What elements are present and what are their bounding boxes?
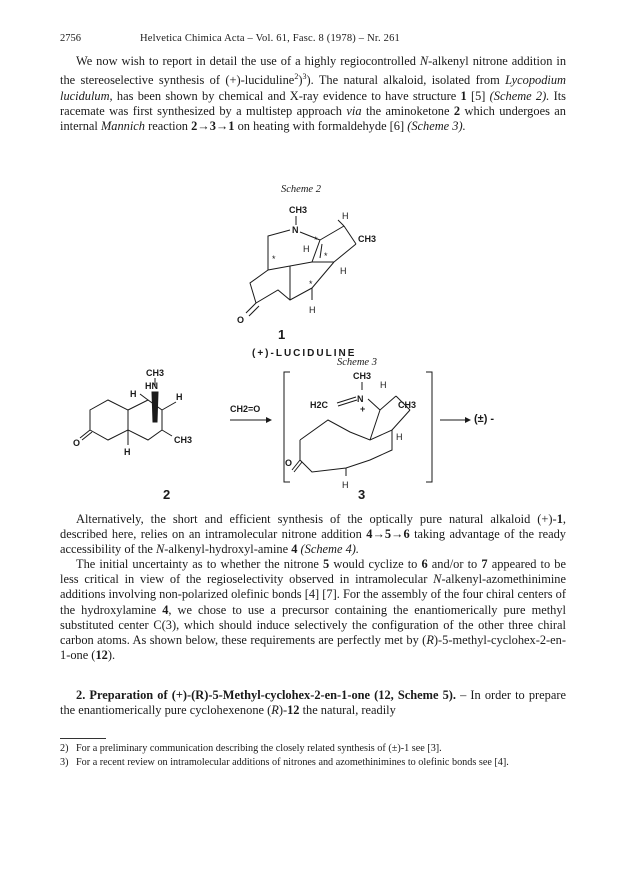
atom-h: H (303, 244, 310, 254)
stereo-star: * (272, 254, 276, 264)
compound-ref: 5 (323, 557, 330, 571)
atom-ch3: CH3 (289, 205, 308, 215)
text-run: which undergoes an internal (60, 103, 566, 133)
text-run: via (346, 103, 362, 118)
paragraph-alternative (60, 512, 566, 558)
text-run: N (156, 542, 165, 557)
text-run: ). (107, 648, 116, 663)
atom-n: N (357, 394, 364, 404)
text-run: The initial uncertainty as to whether the nitrone (76, 557, 324, 571)
footnote (60, 756, 566, 769)
atom-o: O (237, 315, 245, 325)
compound-ref: 7 (481, 557, 488, 571)
compound-ref: 4 (291, 542, 298, 557)
text-run: ) (298, 73, 303, 88)
atom-h: H (342, 211, 349, 221)
reagent-label: CH2=O (230, 404, 261, 414)
page-number: 2756 (60, 33, 81, 44)
text-run: N (419, 54, 429, 68)
text-run: taking advantage of the ready accessibility of the (60, 527, 566, 557)
text-run: Lycopodium lucidulum, (60, 73, 566, 103)
text-run: )- (278, 703, 288, 718)
atom-o: O (73, 438, 81, 448)
stereo-star: * (314, 235, 318, 245)
scheme3-title: Scheme 3 (337, 357, 377, 368)
text-run: N (433, 572, 442, 587)
atom-ch3: CH3 (174, 435, 193, 445)
text-run: )-5-methyl-cyclohex-2-en-1-one ( (60, 633, 566, 663)
footnote-mark: 2) (60, 743, 69, 754)
atom-h: H (396, 432, 403, 442)
footnote-mark: 3) (60, 757, 69, 768)
text-run: would cyclize to (329, 557, 422, 571)
atom-n: N (292, 225, 299, 235)
text-run: , we chose to use a precursor containing the enantiomerically pure methyl substituted center C(3), which should induce selectively the configuration of the other three chiral carbon atoms. As shown below, these requirements are perfectly met by ( (60, 602, 566, 648)
atom-hn: HN (145, 381, 158, 391)
compound-number-1: 1 (278, 327, 286, 342)
compound-ref: 12 (95, 648, 108, 663)
atom-h: H (309, 305, 316, 315)
text-run: on heating with formaldehyde [6] (234, 118, 408, 133)
atom-o: O (285, 458, 293, 468)
atom-ch3: CH3 (358, 234, 377, 244)
compound-ref: 2→3→1 (191, 118, 235, 133)
compound-ref: 1 (460, 88, 467, 103)
text-run: (Scheme 4). (297, 542, 360, 557)
text-run: and/or to (427, 557, 482, 571)
compound-number-2: 2 (163, 487, 171, 502)
text-run: We now wish to report in detail the use of a highly regiocontrolled (76, 54, 420, 68)
compound-number-3: 3 (358, 487, 366, 502)
atom-h: H (124, 447, 131, 457)
text-run: the aminoketone (361, 103, 454, 118)
atom-ch3: CH3 (353, 371, 372, 381)
footnote-ref: 2 (294, 72, 299, 82)
atom-ch3: CH3 (398, 400, 417, 410)
charge-plus: + (360, 404, 366, 414)
compound-ref: 4→5→6 (366, 527, 410, 542)
compound-ref: 1 (556, 512, 563, 526)
racemate-label: (±) - (474, 413, 495, 425)
text-run: -alkenyl-azomethinimine additions involving non-polarized olefinic bonds [4] [7]. For the assembly of the four chiral centers of the hydroxylamine (60, 572, 566, 617)
text-run: R (271, 703, 279, 718)
text-run: [5] (466, 88, 490, 103)
paragraph-uncertainty (60, 557, 566, 663)
compound-ref: 12 (287, 703, 300, 718)
text-run: ). The natural alkaloid, isolated from (306, 73, 506, 88)
atom-h: H (340, 266, 347, 276)
atom-h: H (176, 392, 183, 402)
footnote-divider (60, 738, 106, 739)
paragraph-section-2 (60, 688, 566, 718)
text-run: the natural, readily (299, 703, 396, 718)
stereo-star: * (309, 279, 313, 289)
text-run: Alternatively, the short and efficient synthesis of the optically pure natural alkaloid (+)- (76, 512, 557, 526)
text-run: (Scheme 3). (407, 118, 466, 133)
atom-h: H (380, 380, 387, 390)
footnote-text: For a recent review on intramolecular additions of nitrones and azomethinimines to olefinic bonds see [4]. (76, 757, 509, 768)
compound-ref: 2 (453, 103, 461, 118)
footnote-text: For a preliminary communication describing the closely related synthesis of (±)-1 see [3]. (76, 743, 442, 754)
journal-line: Helvetica Chimica Acta – Vol. 61, Fasc. 8 (1978) – Nr. 261 (140, 33, 400, 44)
footnote (60, 742, 566, 755)
compound-ref: 4 (162, 602, 169, 617)
text-run: (Scheme 2). (489, 88, 550, 103)
compound-ref: 6 (421, 557, 428, 571)
atom-h: H (342, 480, 349, 490)
scheme2-caption: (+)-LUCIDULINE (252, 348, 357, 359)
stereo-star: * (324, 251, 328, 261)
text-run: appeared to be less critical in view of the regioselectivity observed in intramolecular (60, 557, 566, 587)
section-heading: 2. Preparation of (+)-(R)-5-Methyl-cyclohex-2-en-1-one (12, Scheme 5). (76, 688, 457, 702)
text-run: Mannich (100, 118, 145, 133)
text-run: R (426, 633, 434, 648)
atom-h: H (130, 389, 137, 399)
text-run: , described here, relies on an intramolecular nitrone addition (60, 512, 566, 542)
atom-h2c: H2C (310, 400, 329, 410)
text-run: – In order to prepare the enantiomerically pure cyclohexenone ( (60, 688, 566, 718)
text-run: -alkenyl nitrone addition in the stereoselective synthesis of (+)-luciduline (60, 54, 567, 88)
footnote-ref: 3 (302, 72, 307, 82)
text-run: reaction (145, 118, 192, 133)
scheme2-title: Scheme 2 (281, 184, 321, 195)
text-run: -alkenyl-hydroxyl-amine (164, 542, 292, 557)
text-run: has been shown by chemical and X-ray evidence to have structure (112, 88, 461, 103)
atom-ch3: CH3 (146, 368, 165, 378)
text-run: Its racemate was first synthesized by a multistep approach (60, 88, 566, 118)
